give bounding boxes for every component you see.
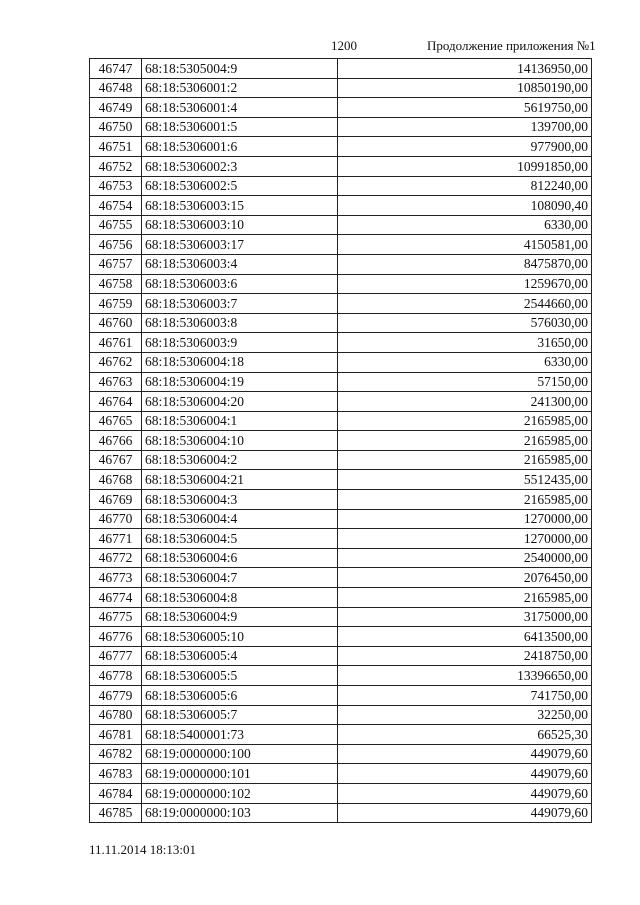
table-row xyxy=(90,431,592,451)
cadastral-number-cell: 68:18:5306003:10 xyxy=(142,215,338,235)
row-number-cell: 46766 xyxy=(90,431,142,451)
table-row xyxy=(90,254,592,274)
value-cell: 2540000,00 xyxy=(338,548,592,568)
table-row xyxy=(90,235,592,255)
table-row xyxy=(90,725,592,745)
value-cell: 31650,00 xyxy=(338,333,592,353)
cadastral-number-cell: 68:18:5306003:17 xyxy=(142,235,338,255)
table-row xyxy=(90,686,592,706)
value-cell: 5619750,00 xyxy=(338,98,592,118)
row-number-cell: 46777 xyxy=(90,646,142,666)
cadastral-number-cell: 68:18:5306002:5 xyxy=(142,176,338,196)
value-cell: 3175000,00 xyxy=(338,607,592,627)
value-cell: 977900,00 xyxy=(338,137,592,157)
cadastral-number-cell: 68:18:5306004:18 xyxy=(142,352,338,372)
row-number-cell: 46780 xyxy=(90,705,142,725)
cadastral-number-cell: 68:18:5306004:6 xyxy=(142,548,338,568)
table-row xyxy=(90,548,592,568)
value-cell: 2165985,00 xyxy=(338,490,592,510)
value-cell: 10991850,00 xyxy=(338,156,592,176)
value-cell: 32250,00 xyxy=(338,705,592,725)
value-cell: 1270000,00 xyxy=(338,509,592,529)
table-row xyxy=(90,372,592,392)
table-row xyxy=(90,392,592,412)
value-cell: 449079,60 xyxy=(338,803,592,823)
row-number-cell: 46749 xyxy=(90,98,142,118)
value-cell: 66525,30 xyxy=(338,725,592,745)
table-row xyxy=(90,411,592,431)
table-row xyxy=(90,744,592,764)
value-cell: 812240,00 xyxy=(338,176,592,196)
row-number-cell: 46754 xyxy=(90,196,142,216)
value-cell: 241300,00 xyxy=(338,392,592,412)
cadastral-number-cell: 68:18:5306003:8 xyxy=(142,313,338,333)
value-cell: 449079,60 xyxy=(338,783,592,803)
value-cell: 2165985,00 xyxy=(338,411,592,431)
value-cell: 14136950,00 xyxy=(338,59,592,79)
row-number-cell: 46762 xyxy=(90,352,142,372)
value-cell: 6330,00 xyxy=(338,215,592,235)
cadastral-number-cell: 68:18:5400001:73 xyxy=(142,725,338,745)
row-number-cell: 46751 xyxy=(90,137,142,157)
row-number-cell: 46765 xyxy=(90,411,142,431)
cadastral-number-cell: 68:18:5306004:20 xyxy=(142,392,338,412)
cadastral-number-cell: 68:19:0000000:102 xyxy=(142,783,338,803)
cadastral-number-cell: 68:18:5306003:9 xyxy=(142,333,338,353)
value-cell: 2418750,00 xyxy=(338,646,592,666)
row-number-cell: 46750 xyxy=(90,117,142,137)
cadastral-number-cell: 68:18:5306004:5 xyxy=(142,529,338,549)
table-row xyxy=(90,156,592,176)
value-cell: 8475870,00 xyxy=(338,254,592,274)
row-number-cell: 46781 xyxy=(90,725,142,745)
registry-table-body xyxy=(90,59,592,823)
cadastral-number-cell: 68:18:5306005:4 xyxy=(142,646,338,666)
row-number-cell: 46769 xyxy=(90,490,142,510)
cadastral-number-cell: 68:18:5306004:10 xyxy=(142,431,338,451)
row-number-cell: 46779 xyxy=(90,686,142,706)
cadastral-number-cell: 68:18:5306005:10 xyxy=(142,627,338,647)
cadastral-number-cell: 68:18:5306002:3 xyxy=(142,156,338,176)
table-row xyxy=(90,666,592,686)
footer-timestamp: 11.11.2014 18:13:01 xyxy=(89,842,197,857)
row-number-cell: 46785 xyxy=(90,803,142,823)
table-row xyxy=(90,352,592,372)
row-number-cell: 46764 xyxy=(90,392,142,412)
cadastral-number-cell: 68:18:5306004:19 xyxy=(142,372,338,392)
cadastral-number-cell: 68:18:5306004:8 xyxy=(142,588,338,608)
cadastral-number-cell: 68:18:5306001:2 xyxy=(142,78,338,98)
table-row xyxy=(90,803,592,823)
cadastral-number-cell: 68:19:0000000:103 xyxy=(142,803,338,823)
cadastral-number-cell: 68:19:0000000:100 xyxy=(142,744,338,764)
value-cell: 449079,60 xyxy=(338,744,592,764)
row-number-cell: 46771 xyxy=(90,529,142,549)
value-cell: 449079,60 xyxy=(338,764,592,784)
value-cell: 2165985,00 xyxy=(338,431,592,451)
value-cell: 13396650,00 xyxy=(338,666,592,686)
value-cell: 6330,00 xyxy=(338,352,592,372)
row-number-cell: 46761 xyxy=(90,333,142,353)
row-number-cell: 46775 xyxy=(90,607,142,627)
row-number-cell: 46776 xyxy=(90,627,142,647)
row-number-cell: 46763 xyxy=(90,372,142,392)
cadastral-number-cell: 68:18:5306004:4 xyxy=(142,509,338,529)
cadastral-number-cell: 68:18:5305004:9 xyxy=(142,59,338,79)
cadastral-number-cell: 68:18:5306003:6 xyxy=(142,274,338,294)
cadastral-number-cell: 68:18:5306001:4 xyxy=(142,98,338,118)
continuation-label: Продолжение приложения №1 xyxy=(427,38,596,53)
row-number-cell: 46772 xyxy=(90,548,142,568)
cadastral-number-cell: 68:18:5306003:7 xyxy=(142,294,338,314)
table-row xyxy=(90,529,592,549)
cadastral-number-cell: 68:18:5306004:9 xyxy=(142,607,338,627)
table-row xyxy=(90,470,592,490)
value-cell: 1259670,00 xyxy=(338,274,592,294)
value-cell: 2076450,00 xyxy=(338,568,592,588)
row-number-cell: 46783 xyxy=(90,764,142,784)
table-row xyxy=(90,607,592,627)
cadastral-number-cell: 68:18:5306004:7 xyxy=(142,568,338,588)
cadastral-number-cell: 68:18:5306004:3 xyxy=(142,490,338,510)
table-row xyxy=(90,274,592,294)
row-number-cell: 46752 xyxy=(90,156,142,176)
row-number-cell: 46753 xyxy=(90,176,142,196)
value-cell: 576030,00 xyxy=(338,313,592,333)
row-number-cell: 46757 xyxy=(90,254,142,274)
cadastral-number-cell: 68:18:5306003:15 xyxy=(142,196,338,216)
row-number-cell: 46784 xyxy=(90,783,142,803)
row-number-cell: 46758 xyxy=(90,274,142,294)
row-number-cell: 46768 xyxy=(90,470,142,490)
value-cell: 4150581,00 xyxy=(338,235,592,255)
table-row xyxy=(90,450,592,470)
row-number-cell: 46770 xyxy=(90,509,142,529)
table-row xyxy=(90,59,592,79)
table-row xyxy=(90,333,592,353)
table-row xyxy=(90,137,592,157)
table-row xyxy=(90,509,592,529)
table-row xyxy=(90,627,592,647)
value-cell: 57150,00 xyxy=(338,372,592,392)
cadastral-number-cell: 68:18:5306004:2 xyxy=(142,450,338,470)
cadastral-number-cell: 68:18:5306005:5 xyxy=(142,666,338,686)
row-number-cell: 46755 xyxy=(90,215,142,235)
table-row xyxy=(90,490,592,510)
value-cell: 2544660,00 xyxy=(338,294,592,314)
table-row xyxy=(90,117,592,137)
row-number-cell: 46747 xyxy=(90,59,142,79)
cadastral-number-cell: 68:18:5306001:5 xyxy=(142,117,338,137)
table-row xyxy=(90,78,592,98)
cadastral-number-cell: 68:18:5306003:4 xyxy=(142,254,338,274)
value-cell: 139700,00 xyxy=(338,117,592,137)
value-cell: 741750,00 xyxy=(338,686,592,706)
row-number-cell: 46756 xyxy=(90,235,142,255)
row-number-cell: 46767 xyxy=(90,450,142,470)
cadastral-number-cell: 68:18:5306004:1 xyxy=(142,411,338,431)
table-row xyxy=(90,176,592,196)
row-number-cell: 46774 xyxy=(90,588,142,608)
row-number-cell: 46778 xyxy=(90,666,142,686)
table-row xyxy=(90,215,592,235)
row-number-cell: 46782 xyxy=(90,744,142,764)
value-cell: 2165985,00 xyxy=(338,450,592,470)
table-row xyxy=(90,98,592,118)
value-cell: 10850190,00 xyxy=(338,78,592,98)
registry-table xyxy=(89,58,592,823)
table-row xyxy=(90,764,592,784)
value-cell: 1270000,00 xyxy=(338,529,592,549)
row-number-cell: 46759 xyxy=(90,294,142,314)
row-number-cell: 46760 xyxy=(90,313,142,333)
table-row xyxy=(90,313,592,333)
table-row xyxy=(90,196,592,216)
page-number: 1200 xyxy=(331,38,357,53)
value-cell: 108090,40 xyxy=(338,196,592,216)
cadastral-number-cell: 68:18:5306005:6 xyxy=(142,686,338,706)
row-number-cell: 46748 xyxy=(90,78,142,98)
value-cell: 6413500,00 xyxy=(338,627,592,647)
row-number-cell: 46773 xyxy=(90,568,142,588)
value-cell: 5512435,00 xyxy=(338,470,592,490)
value-cell: 2165985,00 xyxy=(338,588,592,608)
cadastral-number-cell: 68:19:0000000:101 xyxy=(142,764,338,784)
table-row xyxy=(90,783,592,803)
table-row xyxy=(90,294,592,314)
cadastral-number-cell: 68:18:5306001:6 xyxy=(142,137,338,157)
table-row xyxy=(90,568,592,588)
table-row xyxy=(90,588,592,608)
cadastral-number-cell: 68:18:5306004:21 xyxy=(142,470,338,490)
table-row xyxy=(90,705,592,725)
table-row xyxy=(90,646,592,666)
cadastral-number-cell: 68:18:5306005:7 xyxy=(142,705,338,725)
